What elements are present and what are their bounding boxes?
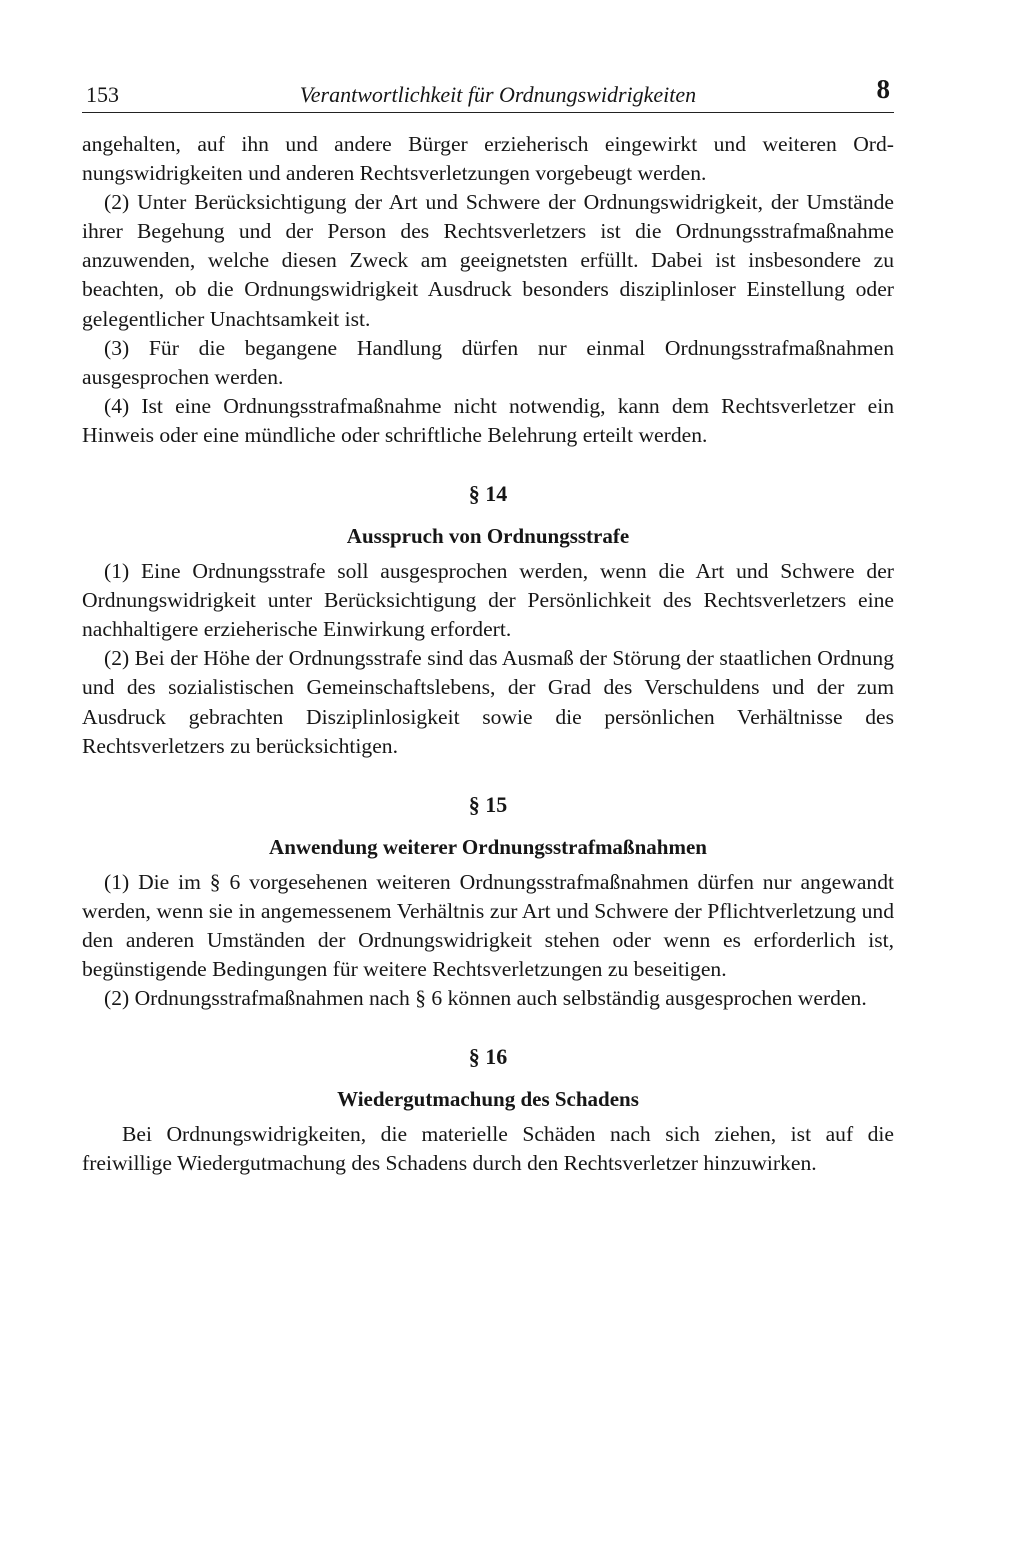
section-title: Anwendung weiterer Ordnungsstrafmaßnahmen — [269, 834, 707, 859]
paragraph-13-2: (2) Unter Berücksichtigung der Art und Schwere der Ordnungswidrigkeit, der Umstände ihrer Begehung und der Person des Rechtsverletzers ist die Ordnungsstrafmaßnahme anzuwenden, welche diesen Zweck am geeignetsten erfüllt. Dabei ist insbesondere zu beachten, ob die Ordnungswidrigkeit Ausdruck besonders disziplinloser Einstellung oder gelegentlicher Unachtsamkeit ist. — [82, 190, 894, 331]
section-title: Ausspruch von Ordnungsstrafe — [346, 524, 630, 549]
paragraph-14-2: (2) Bei der Höhe der Ordnungsstrafe sind das Ausmaß der Störung der staatlichen Ordnung und des sozialistischen Gemeinschaftslebens, der Grad des Verschuldens und der zum Ausdruck gebrachten Disziplinlosigkeit sowie die persönlichen Verhältnisse des Rechtsverletzers zu berücksichtigen. — [82, 646, 894, 758]
section-14 — [82, 480, 894, 761]
document-page — [82, 72, 894, 1178]
document-body — [82, 130, 894, 1178]
paragraph-continued: angehalten, auf ihn und andere Bürger erzieherisch eingewirkt und weiteren Ordnungswidrigkeiten und anderen Rechtsverletzungen vorgebeugt werden. — [82, 132, 894, 186]
section-15 — [82, 791, 894, 1013]
page-number: 153 — [86, 82, 119, 107]
section-number: § 16 — [468, 1044, 508, 1070]
paragraph-16: Bei Ordnungswidrigkeiten, die materielle Schäden nach sich ziehen, ist auf die freiwillige Wiedergutmachung des Schadens durch den Rechtsverletzer hinzuwirken. — [82, 1122, 894, 1176]
paragraph-13-4: (4) Ist eine Ordnungsstrafmaßnahme nicht notwendig, kann dem Rechtsverletzer ein Hinweis oder eine mündliche oder schriftliche Belehrung erteilt werden. — [82, 393, 894, 447]
paragraph-15-2: (2) Ordnungsstrafmaßnahmen nach § 6 können auch selbständig ausgesprochen werden. — [104, 986, 867, 1011]
paragraph-14-1: (1) Eine Ordnungsstrafe soll ausgesprochen werden, wenn die Art und Schwere der Ordnungswidrigkeit unter Berücksichtigung der Persönlichkeit des Rechtsverletzers eine nachhaltigere erzieherische Einwirkung erfordert. — [82, 559, 894, 642]
section-number: § 14 — [468, 481, 508, 507]
paragraph-13-3: (3) Für die begangene Handlung dürfen nur einmal Ordnungsstrafmaßnahmen ausgesprochen werden. — [82, 335, 894, 389]
running-title: Verantwortlichkeit für Ordnungswidrigkeiten — [299, 82, 697, 107]
section-title: Wiedergutmachung des Schadens — [337, 1087, 639, 1112]
chapter-number: 8 — [876, 74, 890, 104]
page-header — [82, 72, 894, 113]
section-number: § 15 — [468, 791, 508, 817]
paragraph-15-1: (1) Die im § 6 vorgesehenen weiteren Ordnungsstrafmaßnahmen dürfen nur angewandt werden, wenn sie in angemessenem Verhältnis zur Art und Schwere der Pflichtverletzung und den anderen Umständen der Ordnungswidrigkeit stehen oder wenn es erforderlich ist, begünstigende Bedingungen für weitere Rechtsverletzungen zu beseitigen. — [82, 869, 894, 981]
section-16 — [82, 1043, 894, 1178]
